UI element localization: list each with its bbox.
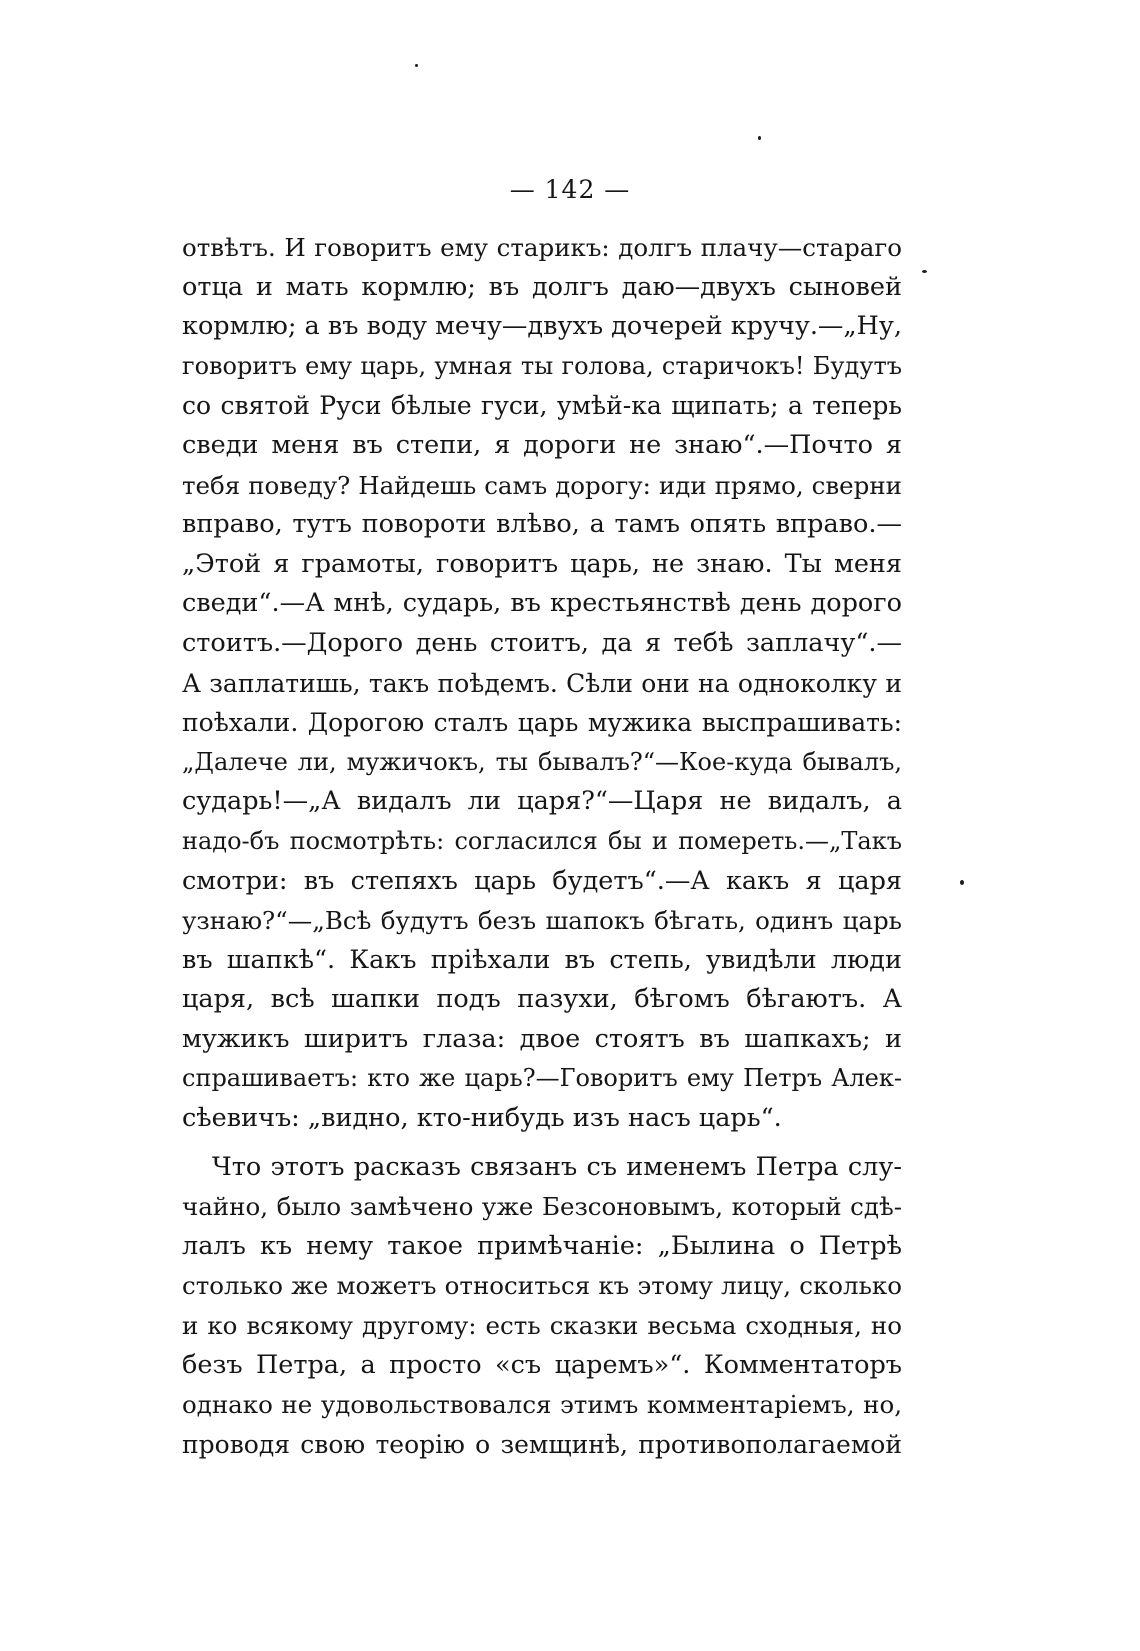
text-line: со святой Руси бѣлые гуси, умѣй-ка щипать; а теперь — [182, 391, 902, 421]
text-line: сведи“.—А мнѣ, сударь, въ крестьянствѣ день дорого — [182, 588, 902, 619]
text-line: и ко всякому другому: есть сказки весьма сходныя, но — [182, 1311, 902, 1341]
text-line: узнаю?“—„Всѣ будутъ безъ шапокъ бѣгать, одинъ царь — [182, 906, 902, 936]
body-text — [182, 228, 902, 1464]
text-line: сударь!—„А видалъ ли царя?“—Царя не видалъ, а — [182, 786, 902, 817]
text-line: вправо, тутъ повороти влѣво, а тамъ опять вправо.— — [182, 509, 902, 540]
text-line: спрашиваетъ: кто же царь?—Говоритъ ему Петръ Алек- — [182, 1064, 902, 1093]
text-line: А заплатишь, такъ поѣдемъ. Сѣли они на одноколку и — [182, 668, 902, 698]
page-number: — 142 — — [509, 175, 631, 204]
scan-speck — [960, 880, 964, 885]
text-line: однако не удовольствовался этимъ комментаріемъ, но, — [182, 1390, 902, 1420]
scan-speck — [922, 270, 927, 273]
text-line: проводя свою теорію о земщинѣ, противополагаемой — [182, 1429, 902, 1459]
text-line: тебя поведу? Найдешь самъ дорогу: иди прямо, сверни — [182, 470, 902, 500]
text-line: сѣевичъ: „видно, кто-нибудь изъ насъ царь“. — [182, 1103, 782, 1134]
paragraph-1 — [182, 228, 902, 1139]
text-line: въ шапкѣ“. Какъ пріѣхали въ степь, увидѣли люди — [182, 944, 902, 975]
text-line: отца и мать кормлю; въ долгъ даю—двухъ сыновей — [182, 271, 902, 302]
scan-speck — [415, 64, 418, 67]
text-line: „Этой я грамоты, говоритъ царь, не знаю. Ты меня — [182, 548, 902, 579]
text-line: говоритъ ему царь, умная ты голова, старичокъ! Будутъ — [182, 351, 902, 380]
text-line: царя, всѣ шапки подъ пазухи, бѣгомъ бѣгаютъ. А — [182, 984, 902, 1015]
text-line: „Далече ли, мужичокъ, ты бывалъ?“—Кое-куда бывалъ, — [182, 747, 902, 776]
paragraph-gap — [182, 1139, 902, 1148]
paragraph-2 — [182, 1148, 902, 1465]
text-line: надо-бъ посмотрѣть: согласился бы и помереть.—„Такъ — [182, 826, 902, 855]
text-line: мужикъ ширитъ глаза: двое стоятъ въ шапкахъ; и — [182, 1023, 902, 1054]
text-line: сведи меня въ степи, я дороги не знаю“.—Почто я — [182, 429, 902, 460]
text-line: смотри: въ степяхъ царь будетъ“.—А какъ я царя — [182, 865, 902, 896]
text-line: стоитъ.—Дорого день стоитъ, да я тебѣ заплачу“.— — [182, 627, 902, 658]
text-line: кормлю; а въ воду мечу—двухъ дочерей кручу.—„Ну, — [182, 311, 902, 342]
text-line: лалъ къ нему такое примѣчаніе: „Былина о Петрѣ — [182, 1230, 902, 1261]
scan-speck — [758, 136, 761, 140]
text-line: столько же можетъ относиться къ этому лицу, сколько — [182, 1271, 902, 1301]
text-line: чайно, было замѣчено уже Безсоновымъ, который сдѣ- — [182, 1192, 902, 1222]
text-line: поѣхали. Дорогою сталъ царь мужика выспрашивать: — [182, 708, 902, 738]
text-line: отвѣтъ. И говоритъ ему старикъ: долгъ плачу—стараго — [182, 233, 902, 262]
text-line: безъ Петра, а просто «съ царемъ»“. Комментаторъ — [182, 1349, 902, 1380]
text-line: Что этотъ расказъ связанъ съ именемъ Петра слу- — [212, 1151, 902, 1182]
